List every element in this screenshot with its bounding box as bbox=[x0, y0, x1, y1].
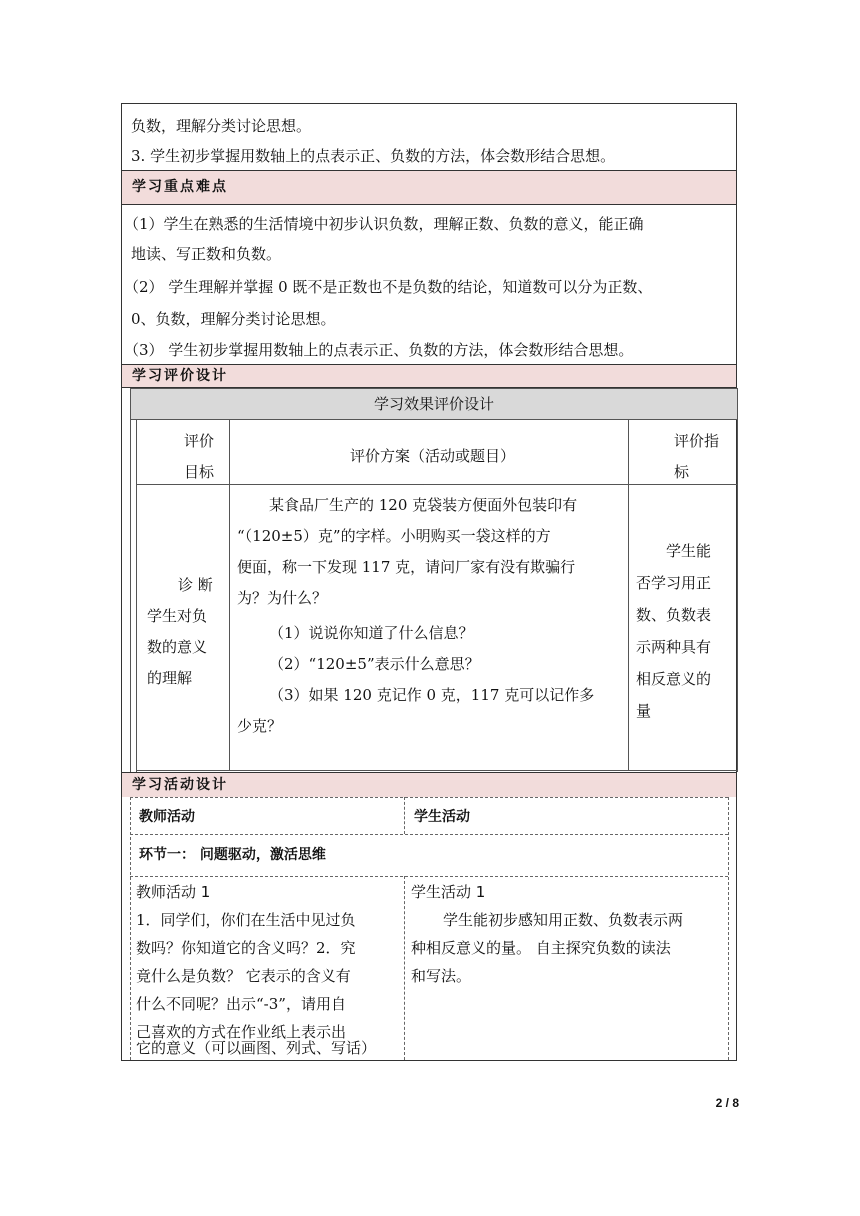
col-header-teacher-activity: 教师活动 bbox=[139, 809, 195, 825]
indicator-cell-line: 量 bbox=[636, 702, 652, 720]
key-point-line: 0、负数，理解分类讨论思想。 bbox=[131, 310, 336, 328]
student-activity-line: 和写法。 bbox=[411, 967, 472, 985]
key-point-line: 地读、写正数和负数。 bbox=[131, 245, 282, 263]
section-header-key-points: 学习重点难点 bbox=[122, 171, 736, 204]
teacher-activity-line: 它的意义（可以画图、列式、写话） bbox=[136, 1039, 377, 1057]
col-header-student-activity: 学生活动 bbox=[414, 809, 470, 825]
goal-cell-line: 的理解 bbox=[147, 669, 193, 687]
plan-cell-line: 为？为什么？ bbox=[237, 589, 328, 607]
plan-cell-line: （2）“120±5”表示什么意思？ bbox=[269, 655, 480, 673]
goal-cell-line: 诊 断 bbox=[178, 576, 213, 594]
teacher-activity-line: 什么不同呢？出示“-3”，请用自 bbox=[136, 995, 346, 1013]
plan-cell-line: “（120±5）克”的字样。小明购买一袋这样的方 bbox=[237, 527, 551, 545]
teacher-activity-line: 竟什么是负数？ 它表示的含义有 bbox=[136, 967, 351, 985]
student-activity-line: 学生能初步感知用正数、负数表示两 bbox=[443, 911, 684, 929]
segment-title: 环节一： 问题驱动，激活思维 bbox=[139, 847, 326, 863]
rule bbox=[121, 204, 737, 205]
student-activity-title: 学生活动 1 bbox=[411, 883, 486, 901]
key-point-line: （3） 学生初步掌握用数轴上的点表示正、负数的方法，体会数形结合思想。 bbox=[124, 341, 634, 359]
table-top-rule bbox=[121, 103, 737, 104]
plan-cell-line: 某食品厂生产的 120 克袋装方便面外包装印有 bbox=[269, 496, 578, 514]
col-header-plan: 评价方案（活动或题目） bbox=[350, 447, 516, 465]
teacher-activity-line: 己喜欢的方式在作业纸上表示出 bbox=[136, 1023, 347, 1041]
page-number: 2 / 8 bbox=[715, 1096, 739, 1110]
student-activity-line: 种相反意义的量。 自主探究负数的读法 bbox=[411, 939, 671, 957]
objective-line-1: 负数，理解分类讨论思想。 bbox=[131, 117, 312, 135]
goal-cell-line: 数的意义 bbox=[147, 638, 208, 656]
col-header-indicator-line-2: 标 bbox=[674, 463, 690, 481]
indicator-cell-line: 否学习用正 bbox=[636, 574, 712, 592]
teacher-activity-line: 数吗？你知道它的含义吗？2．究 bbox=[136, 939, 356, 957]
col-header-indicator-line-1: 评价指 bbox=[674, 432, 720, 450]
indicator-cell-line: 学生能 bbox=[666, 542, 712, 560]
plan-cell-line: 便面，称一下发现 117 克，请问厂家有没有欺骗行 bbox=[237, 558, 576, 576]
indicator-cell-line: 相反意义的 bbox=[636, 670, 712, 688]
teacher-activity-title: 教师活动 1 bbox=[136, 883, 211, 901]
evaluation-table-title: 学习效果评价设计 bbox=[131, 389, 737, 419]
section-header-evaluation: 学习评价设计 bbox=[122, 365, 736, 387]
plan-cell-line: （3）如果 120 克记作 0 克，117 克可以记作多 bbox=[269, 686, 595, 704]
plan-cell-line: 少克？ bbox=[237, 717, 283, 735]
indicator-cell-line: 数、负数表 bbox=[636, 606, 712, 624]
objective-line-2: 3. 学生初步掌握用数轴上的点表示正、负数的方法，体会数形结合思想。 bbox=[131, 147, 616, 165]
section-header-activities: 学习活动设计 bbox=[122, 773, 736, 797]
plan-cell-line: （1）说说你知道了什么信息？ bbox=[269, 624, 474, 642]
col-header-goal-line-1: 评价 bbox=[184, 432, 215, 450]
col-header-goal-line-2: 目标 bbox=[184, 463, 215, 481]
indicator-cell-line: 示两种具有 bbox=[636, 638, 712, 656]
key-point-line: （1）学生在熟悉的生活情境中初步认识负数，理解正数、负数的意义，能正确 bbox=[124, 215, 644, 233]
goal-cell-line: 学生对负 bbox=[147, 607, 208, 625]
evaluation-table bbox=[130, 388, 738, 772]
teacher-activity-line: 1．同学们，你们在生活中见过负 bbox=[136, 911, 356, 929]
key-point-line: （2） 学生理解并掌握 0 既不是正数也不是负数的结论，知道数可以分为正数、 bbox=[124, 278, 653, 296]
